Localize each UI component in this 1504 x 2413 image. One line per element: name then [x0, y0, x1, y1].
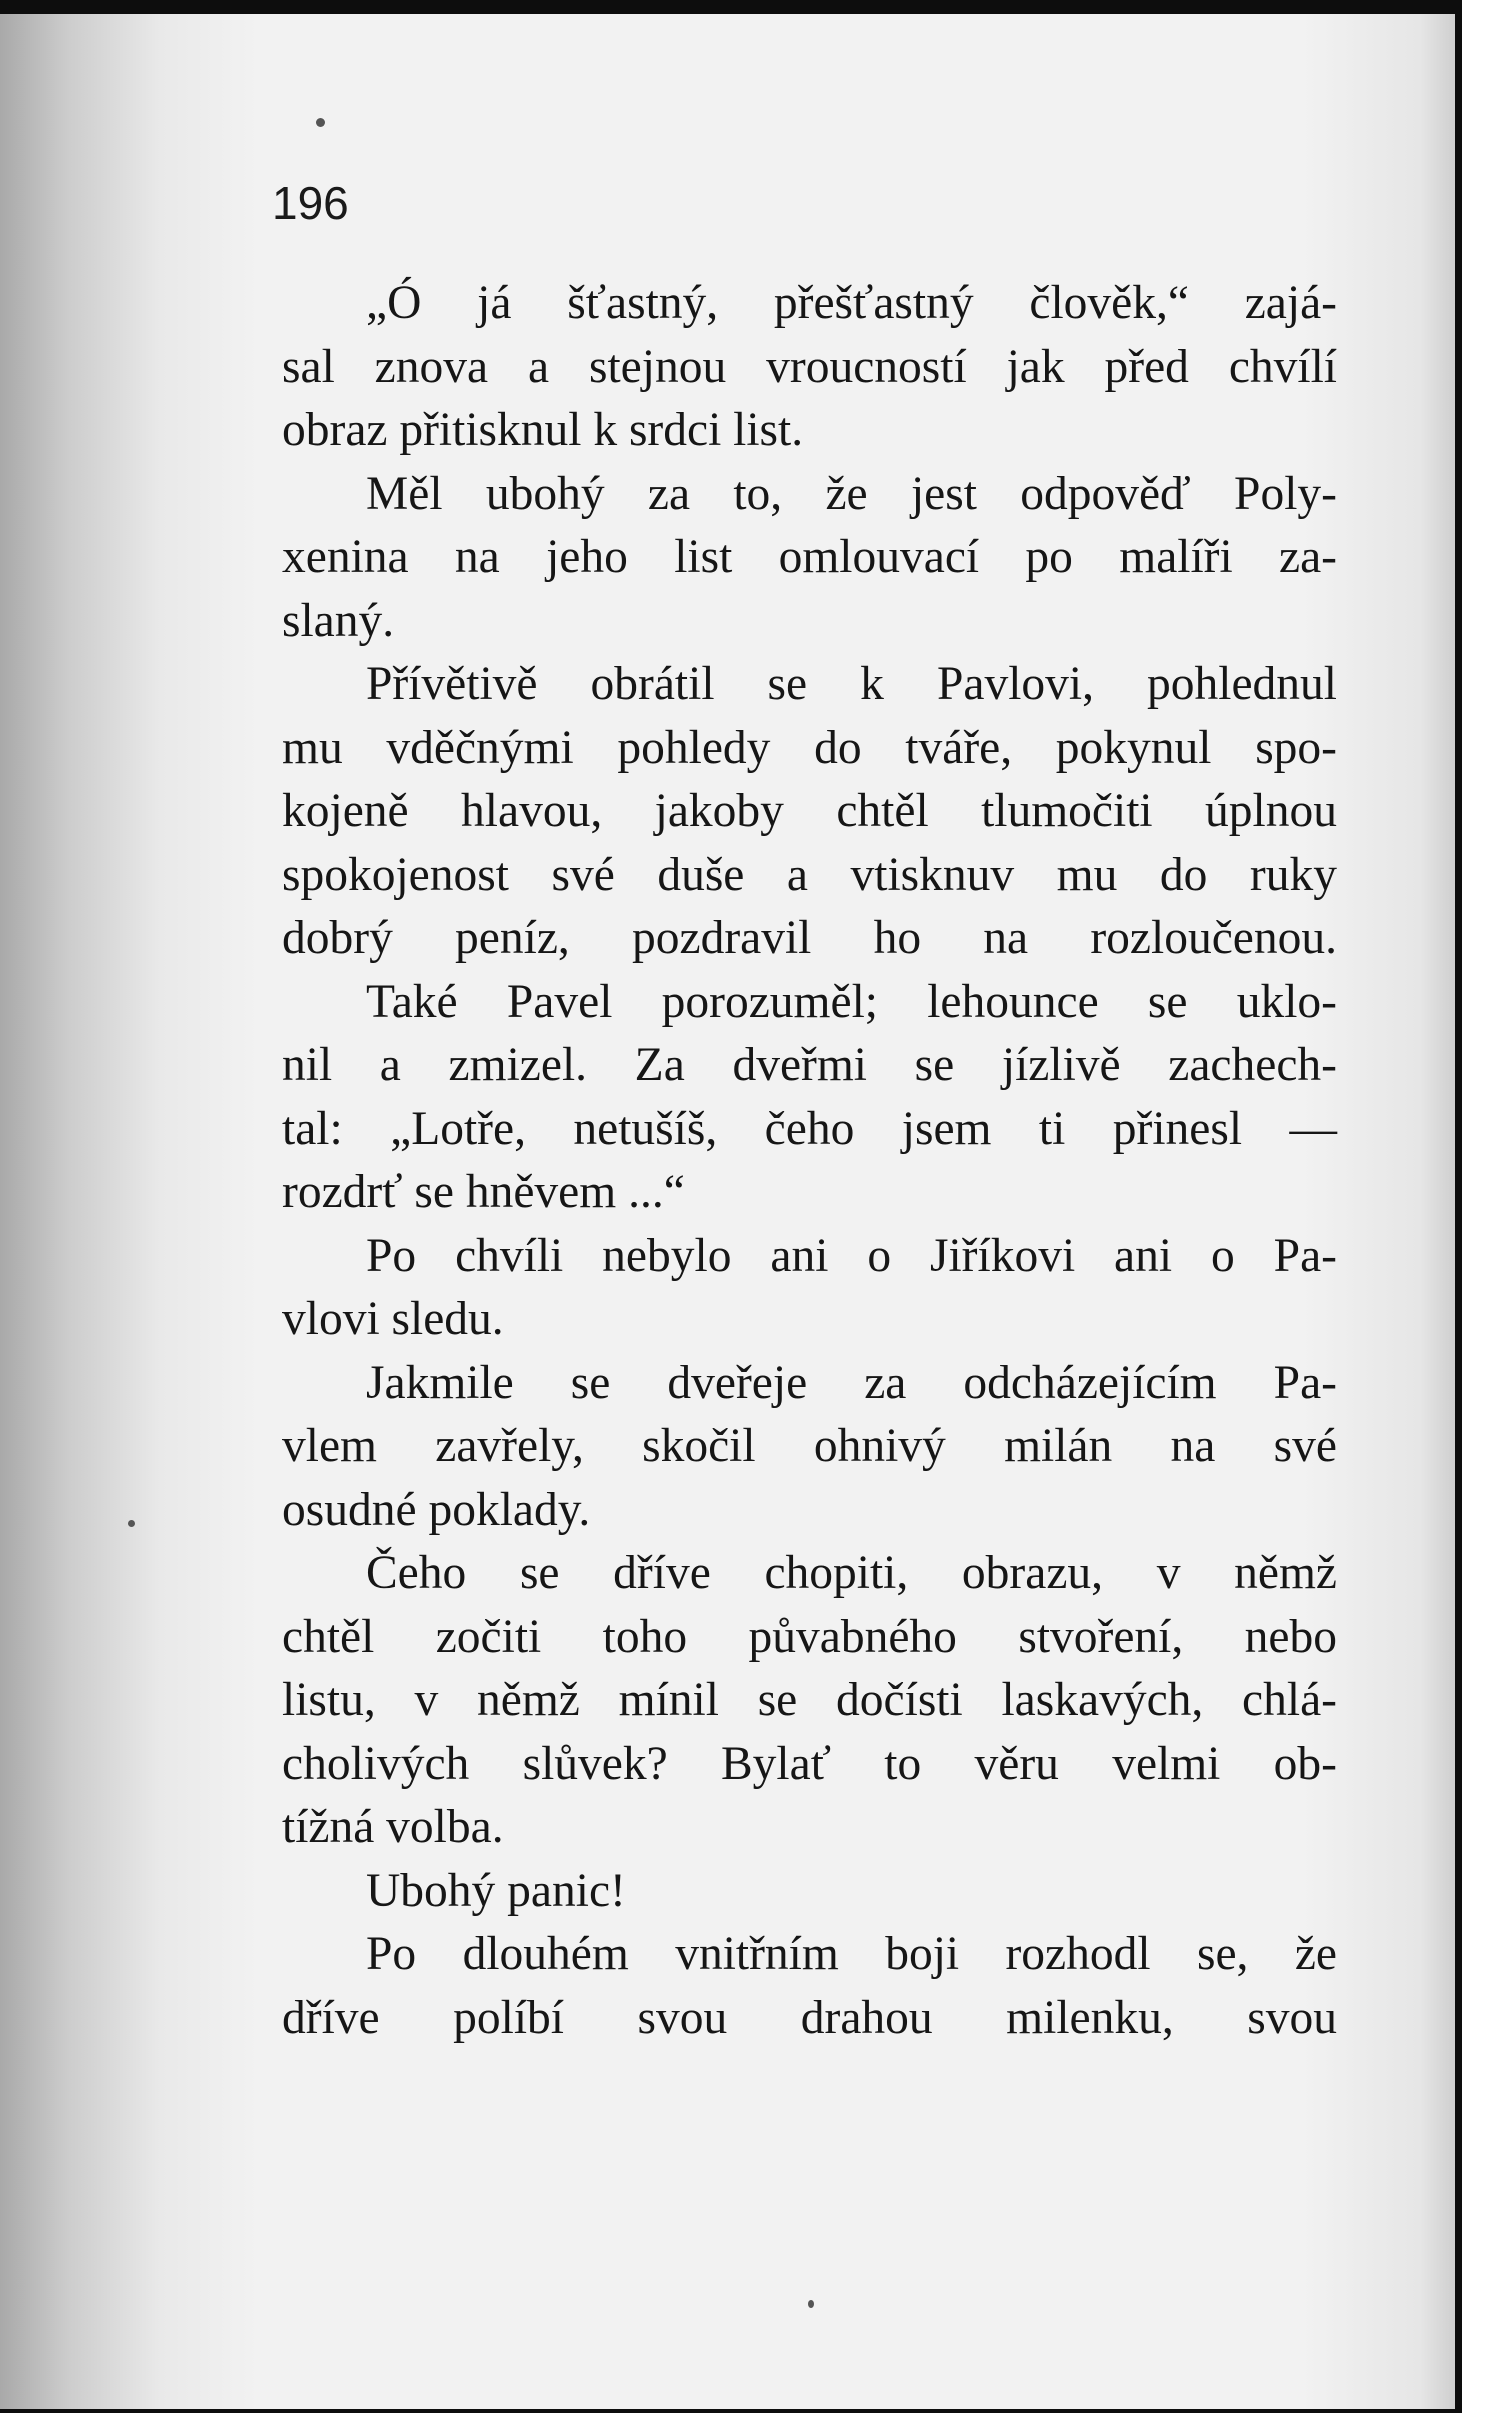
text-line: spokojenost své duše a vtisknuv mu do ruky [282, 848, 1337, 901]
text-line: chtěl zočiti toho půvabného stvoření, nebo [282, 1610, 1337, 1663]
text-line: xenina na jeho list omlouvací po malíři za- [282, 531, 1337, 583]
text-line: Ubohý panic! [366, 1864, 626, 1917]
text-line: vlovi sledu. [282, 1293, 504, 1345]
text-line: dříve políbí svou drahou milenku, svou [282, 1991, 1337, 2044]
text-line: Jakmile se dveřeje za odcházejícím Pa- [366, 1356, 1337, 1409]
text-line: „Ó já šťastný, přešťastný člověk,“ zajá- [366, 277, 1337, 329]
body-text [282, 272, 1337, 2050]
text-line: tížná volba. [282, 1801, 504, 1853]
text-line: slaný. [282, 594, 395, 647]
print-speck [128, 1520, 135, 1527]
text-line: Měl ubohý za to, že jest odpověď Poly- [366, 467, 1337, 520]
text-line: cholivých slůvek? Bylať to věru velmi ob- [282, 1737, 1337, 1790]
text-line: mu vděčnými pohledy do tváře, pokynul spo- [282, 721, 1337, 774]
text-line: tal: „Lotře, netušíš, čeho jsem ti přinesl — [282, 1102, 1337, 1155]
text-line: Po chvíli nebylo ani o Jiříkovi ani o Pa- [366, 1229, 1337, 1282]
text-line: kojeně hlavou, jakoby chtěl tlumočiti úplnou [282, 785, 1337, 837]
text-line: sal znova a stejnou vroucností jak před chvílí [282, 340, 1337, 393]
text-line: nil a zmizel. Za dveřmi se jízlivě zachech- [282, 1039, 1337, 1091]
text-line: Čeho se dříve chopiti, obrazu, v němž [366, 1547, 1337, 1599]
page-number: 196 [272, 177, 349, 229]
text-line: dobrý peníz, pozdravil ho na rozloučenou. [282, 912, 1337, 964]
print-speck [808, 2300, 814, 2308]
text-line: listu, v němž mínil se dočísti laskavých, chlá- [282, 1674, 1337, 1726]
text-line: osudné poklady. [282, 1483, 591, 1536]
page-edge [1462, 0, 1504, 2413]
text-line: Přívětivě obrátil se k Pavlovi, pohlednul [366, 658, 1337, 710]
text-line: obraz přitisknul k srdci list. [282, 404, 804, 456]
print-speck [316, 118, 325, 127]
text-line: vlem zavřely, skočil ohnivý milán na své [282, 1420, 1337, 1472]
text-line: rozdrť se hněvem ...“ [282, 1166, 685, 1218]
text-line: Po dlouhém vnitřním boji rozhodl se, že [366, 1928, 1337, 1980]
text-line: Také Pavel porozuměl; lehounce se uklo- [366, 975, 1337, 1028]
